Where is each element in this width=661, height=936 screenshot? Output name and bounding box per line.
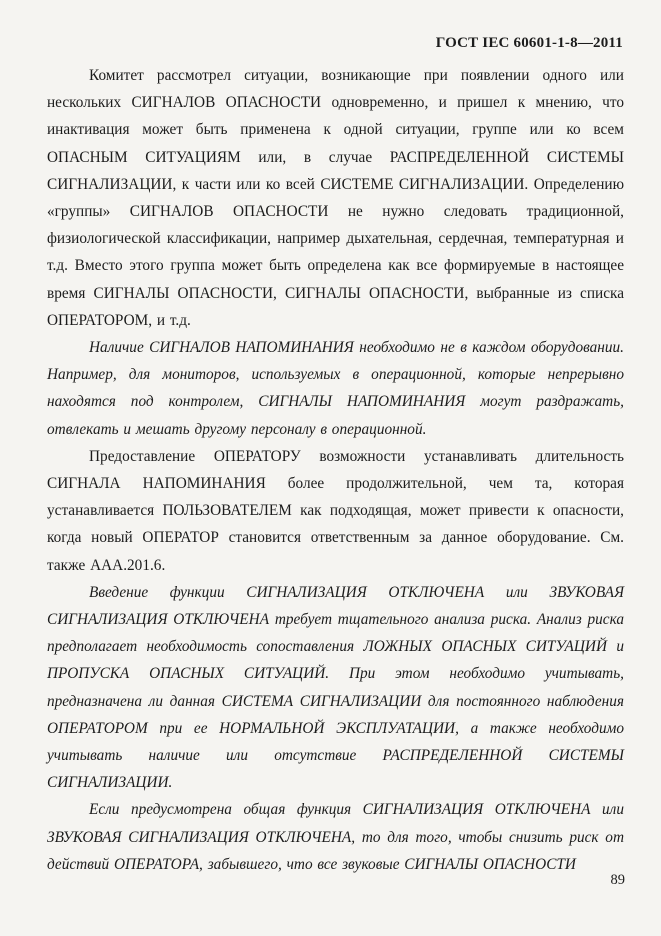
document-body	[47, 62, 624, 878]
paragraph: Введение функции СИГНАЛИЗАЦИЯ ОТКЛЮЧЕНА или ЗВУКОВАЯ СИГНАЛИЗАЦИЯ ОТКЛЮЧЕНА требует тщательного анализа риска. Анализ риска предполагает необходимость сопоставления ЛОЖНЫХ ОПАСНЫХ СИТУАЦИЙ и ПРОПУСКА ОПАСНЫХ СИТУАЦИЙ. При этом необходимо учитывать, предназначена ли данная СИСТЕМА СИГНАЛИЗАЦИИ для постоянного наблюдения ОПЕРАТОРОМ при ее НОРМАЛЬНОЙ ЭКСПЛУАТАЦИИ, а также необходимо учитывать наличие или отсутствие РАСПРЕДЕЛЕННОЙ СИСТЕМЫ СИГНАЛИЗАЦИИ.	[47, 583, 624, 792]
page-number: 89	[610, 872, 625, 888]
document-header-standard-number: ГОСТ IEC 60601-1-8—2011	[435, 35, 623, 51]
paragraph: Предоставление ОПЕРАТОРУ возможности устанавливать длительность СИГНАЛА НАПОМИНАНИЯ более продолжительной, чем та, которая устанавливается ПОЛЬЗОВАТЕЛЕМ как подходящая, может привести к опасности, когда новый ОПЕРАТОР становится ответственным за данное оборудование. См. также AAA.201.6.	[47, 447, 624, 574]
paragraph: Комитет рассмотрел ситуации, возникающие при появлении одного или нескольких СИГНАЛОВ ОПАСНОСТИ одновременно, и пришел к мнению, что инактивация может быть применена к одной ситуации, группе или ко всем ОПАСНЫМ СИТУАЦИЯМ или, в случае РАСПРЕДЕЛЕННОЙ СИСТЕМЫ СИГНАЛИЗАЦИИ, к части или ко всей СИСТЕМЕ СИГНАЛИЗАЦИИ. Определению «группы» СИГНАЛОВ ОПАСНОСТИ не нужно следовать традиционной, физиологической классификации, например дыхательная, сердечная, температурная и т.д. Вместо этого группа может быть определена как все формируемые в настоящее время СИГНАЛЫ ОПАСНОСТИ, СИГНАЛЫ ОПАСНОСТИ, выбранные из списка ОПЕРАТОРОМ, и т.д.	[47, 67, 624, 329]
paragraph: Наличие СИГНАЛОВ НАПОМИНАНИЯ необходимо не в каждом оборудовании. Например, для мониторов, используемых в операционной, которые непрерывно находятся под контролем, СИГНАЛЫ НАПОМИНАНИЯ могут раздражать, отвлекать и мешать другому персоналу в операционной.	[47, 339, 624, 438]
paragraph: Если предусмотрена общая функция СИГНАЛИЗАЦИЯ ОТКЛЮЧЕНА или ЗВУКОВАЯ СИГНАЛИЗАЦИЯ ОТКЛЮЧЕНА, то для того, чтобы снизить риск от действий ОПЕРАТОРА, забывшего, что все звуковые СИГНАЛЫ ОПАСНОСТИ	[47, 801, 624, 873]
